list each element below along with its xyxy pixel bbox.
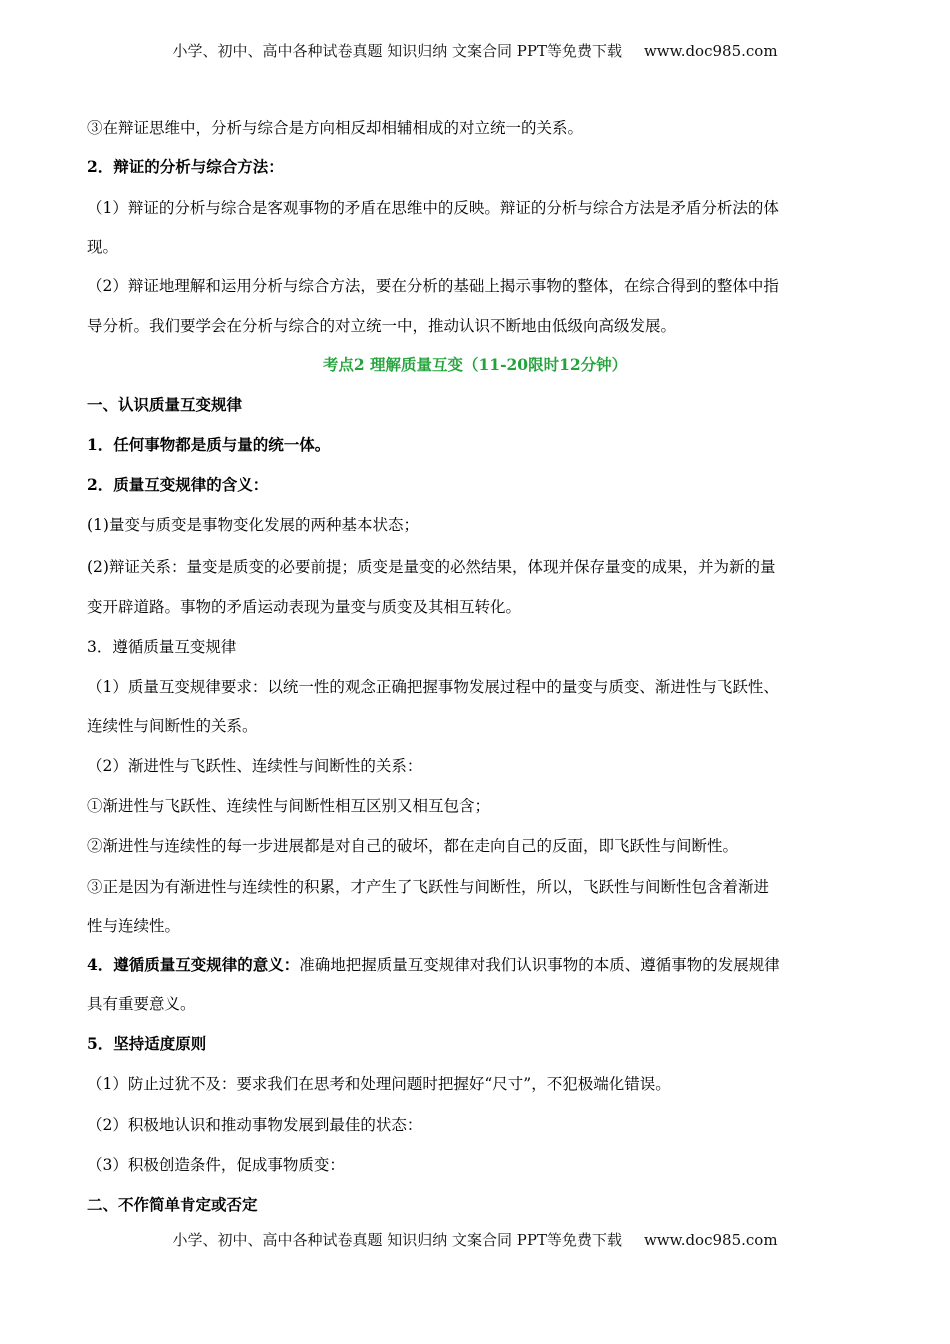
inline-text: 准确地把握质量互变规律对我们认识事物的本质、遵循事物的发展规律	[299, 956, 780, 974]
footer-text: 小学、初中、高中各种试卷真题 知识归纳 文案合同 PPT等免费下载	[172, 1231, 622, 1249]
paragraph-line: （1）辩证的分析与综合是客观事物的矛盾在思维中的反映。辩证的分析与综合方法是矛盾分析法的体	[87, 199, 779, 217]
paragraph-line: 变开辟道路。事物的矛盾运动表现为量变与质变及其相互转化。	[87, 598, 522, 616]
subheading: 2．质量互变规律的含义：	[87, 475, 269, 494]
page-header	[0, 40, 950, 62]
paragraph-line: （1）质量互变规律要求：以统一性的观念正确把握事物发展过程中的量变与质变、渐进性与飞跃性、	[87, 678, 779, 696]
heading-1: 一、认识质量互变规律	[87, 395, 243, 414]
heading-1: 二、不作简单肯定或否定	[87, 1195, 258, 1214]
paragraph-line	[87, 954, 865, 976]
paragraph-line: ③正是因为有渐进性与连续性的积累，才产生了飞跃性与间断性，所以，飞跃性与间断性包含着渐进	[87, 878, 770, 896]
page-footer	[0, 1229, 950, 1251]
paragraph-line: 连续性与间断性的关系。	[87, 717, 258, 735]
paragraph-line: ①渐进性与飞跃性、连续性与间断性相互区别又相互包含；	[87, 797, 491, 815]
paragraph-line: 现。	[87, 238, 119, 256]
paragraph-line: ②渐进性与连续性的每一步进展都是对自己的破坏，都在走向自己的反面，即飞跃性与间断性。	[87, 837, 739, 855]
paragraph-line: 导分析。我们要学会在分析与综合的对立统一中，推动认识不断地由低级向高级发展。	[87, 317, 677, 335]
subheading: 2．辩证的分析与综合方法：	[87, 157, 284, 176]
inline-bold-label: 4．遵循质量互变规律的意义：	[87, 955, 300, 974]
paragraph-line: 性与连续性。	[87, 917, 181, 935]
subheading: 1．任何事物都是质与量的统一体。	[87, 435, 331, 454]
subheading: 5．坚持适度原则	[87, 1034, 207, 1053]
paragraph-line: （1）防止过犹不及：要求我们在思考和处理问题时把握好“尺寸”，不犯极端化错误。	[87, 1075, 671, 1093]
paragraph-line: （2）辩证地理解和运用分析与综合方法，要在分析的基础上揭示事物的整体，在综合得到的整体中指	[87, 277, 779, 295]
paragraph-line: (2)辩证关系：量变是质变的必要前提；质变是量变的必然结果，体现并保存量变的成果，并为新的量	[87, 558, 776, 576]
subheading: 3．遵循质量互变规律	[87, 638, 237, 656]
paragraph-line: 具有重要意义。	[87, 995, 196, 1013]
paragraph-line: ③在辩证思维中，分析与综合是方向相反却相辅相成的对立统一的关系。	[87, 119, 584, 137]
section-heading: 考点2 理解质量互变（11-20限时12分钟）	[322, 355, 628, 374]
paragraph-line: （2）积极地认识和推动事物发展到最佳的状态：	[87, 1116, 423, 1134]
header-url[interactable]: www.doc985.com	[643, 42, 778, 60]
paragraph-line: （3）积极创造条件，促成事物质变：	[87, 1156, 345, 1174]
footer-url[interactable]: www.doc985.com	[643, 1231, 778, 1249]
paragraph-line: (1)量变与质变是事物变化发展的两种基本状态；	[87, 516, 419, 534]
header-text: 小学、初中、高中各种试卷真题 知识归纳 文案合同 PPT等免费下载	[172, 42, 622, 60]
paragraph-line: （2）渐进性与飞跃性、连续性与间断性的关系：	[87, 757, 423, 775]
